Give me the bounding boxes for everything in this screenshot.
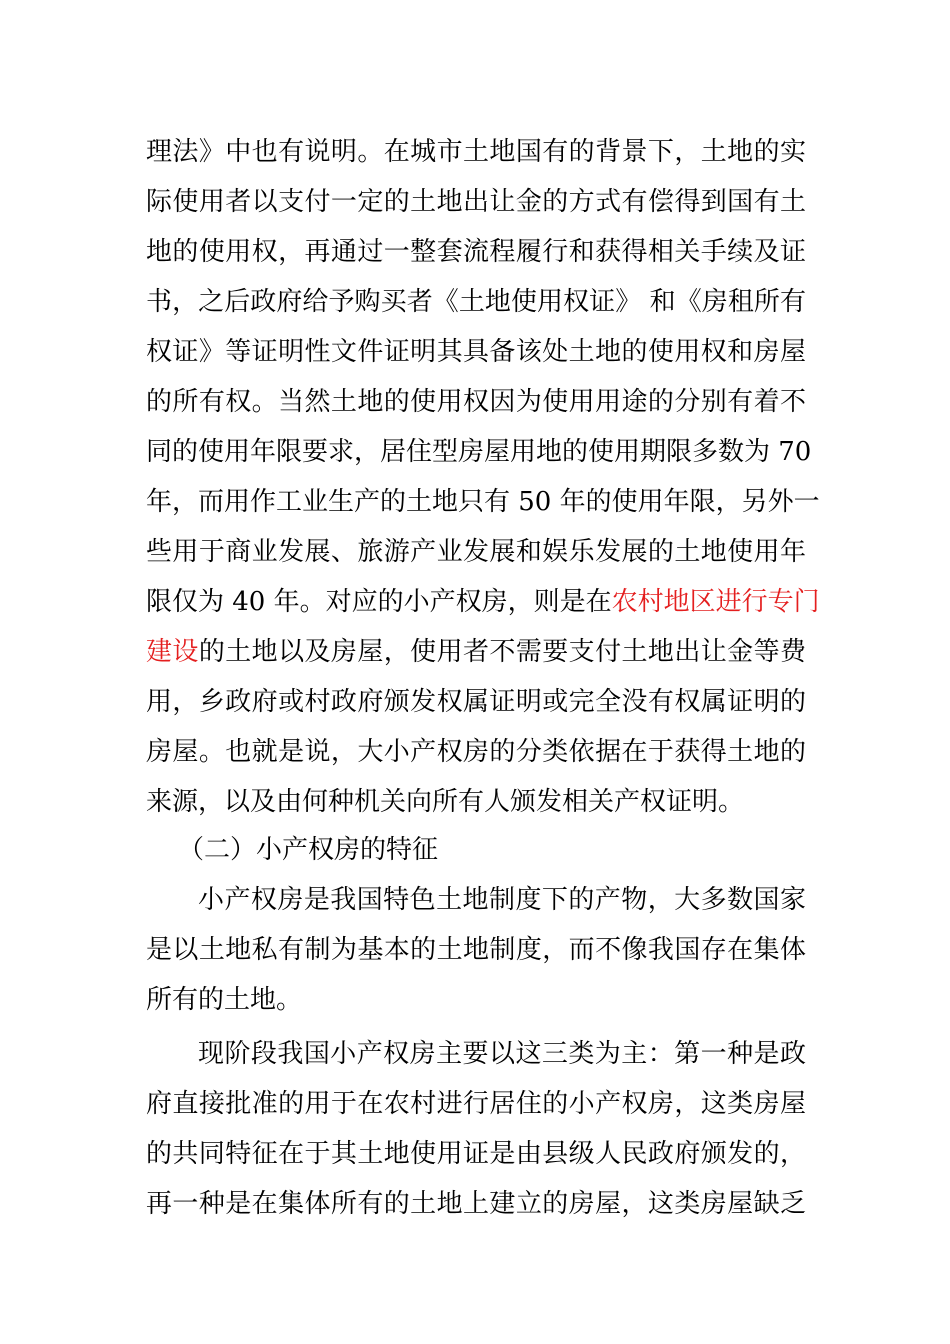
paragraph-line: 所有的土地。 — [146, 985, 303, 1015]
paragraph-line: 用，乡政府或村政府颁发权属证明或完全没有权属证明的 — [146, 687, 806, 717]
text-run: 限仅为 40 年。对应的小产权房，则是在 — [146, 587, 612, 617]
paragraph-line: 同的使用年限要求，居住型房屋用地的使用期限多数为 70 — [146, 437, 812, 467]
highlighted-text: 农村地区进行专门 — [611, 587, 820, 617]
paragraph-line: 来源，以及由何种机关向所有人颁发相关产权证明。 — [146, 787, 745, 817]
text-run: 的土地以及房屋，使用者不需要支付土地出让金等费 — [198, 637, 806, 667]
paragraph-line: 地的使用权，再通过一整套流程履行和获得相关手续及证 — [146, 237, 806, 267]
paragraph-line: 府直接批准的用于在农村进行居住的小产权房，这类房屋 — [146, 1089, 806, 1119]
section-heading: （二）小产权房的特征 — [178, 835, 439, 865]
paragraph-line: 际使用者以支付一定的土地出让金的方式有偿得到国有土 — [146, 187, 806, 217]
paragraph-line: 再一种是在集体所有的土地上建立的房屋，这类房屋缺乏 — [146, 1189, 806, 1219]
paragraph-line: 理法》中也有说明。在城市土地国有的背景下，土地的实 — [146, 137, 806, 167]
paragraph-line: 年，而用作工业生产的土地只有 50 年的使用年限，另外一 — [146, 487, 820, 517]
paragraph-line: 房屋。也就是说，大小产权房的分类依据在于获得土地的 — [146, 737, 806, 767]
paragraph-line: 权证》等证明性文件证明其具备该处土地的使用权和房屋 — [146, 337, 806, 367]
paragraph-line: 些用于商业发展、旅游产业发展和娱乐发展的土地使用年 — [146, 537, 806, 567]
paragraph-line: 现阶段我国小产权房主要以这三类为主：第一种是政 — [198, 1039, 806, 1069]
paragraph-line: 的所有权。当然土地的使用权因为使用用途的分别有着不 — [146, 387, 806, 417]
paragraph-line: 书，之后政府给予购买者《土地使用权证》 和《房租所有 — [146, 287, 806, 317]
paragraph-line — [146, 582, 820, 622]
paragraph-line — [146, 632, 806, 672]
paragraph-line: 的共同特征在于其土地使用证是由县级人民政府颁发的， — [146, 1139, 806, 1169]
highlighted-text: 建设 — [146, 637, 199, 667]
paragraph-line: 小产权房是我国特色土地制度下的产物，大多数国家 — [198, 885, 806, 915]
paragraph-line: 是以土地私有制为基本的土地制度，而不像我国存在集体 — [146, 935, 806, 965]
